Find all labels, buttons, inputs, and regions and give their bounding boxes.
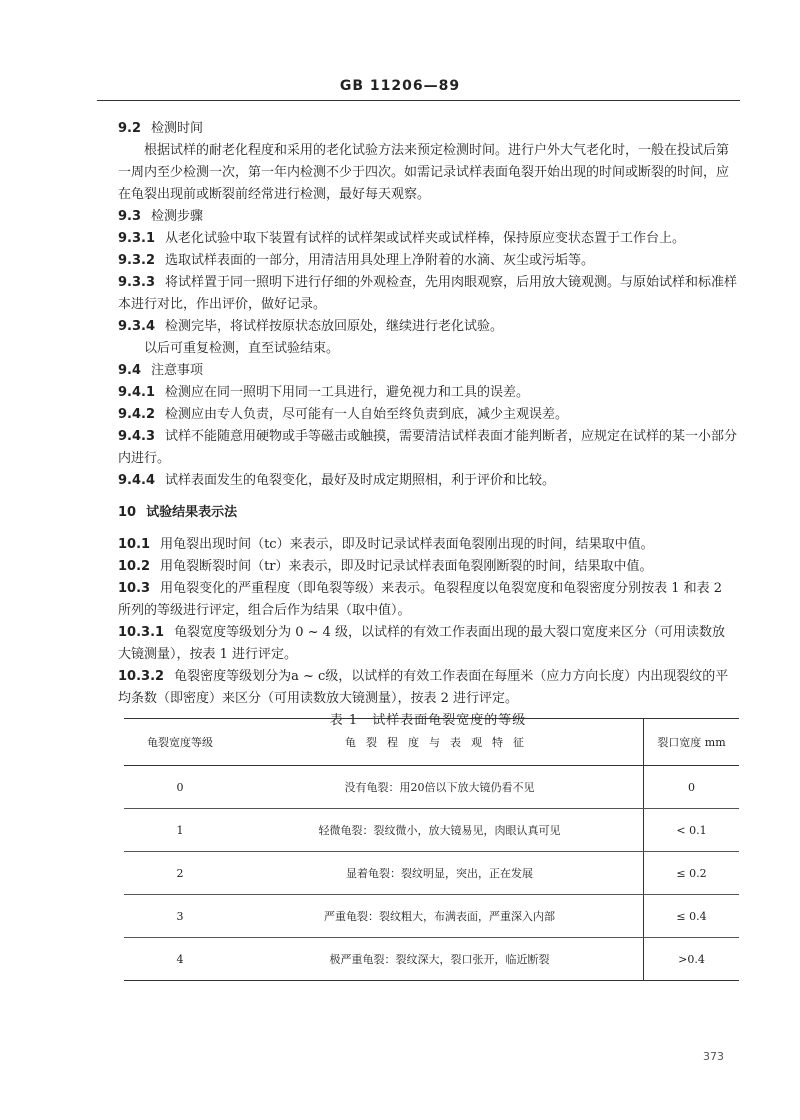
cell-width: >0.4 [644, 938, 740, 981]
clause-10-3: 10.3 用龟裂变化的严重程度（即龟裂等级）来表示。龟裂程度以龟裂宽度和龟裂密度分别按表 1 和表 2 所列的等级进行评定，组合后作为结果（取中值）。 [118, 581, 723, 618]
clause-9-3-2: 9.3.2 选取试样表面的一部分，用清洁用具处理上净附着的水滴、灰尘或污垢等。 [118, 253, 595, 268]
section-9-2-paragraph: 根据试样的耐老化程度和采用的老化试验方法来预定检测时间。进行户外大气老化时，一般在投试后第一周内至少检测一次，第一年内检测不少于四次。如需记录试样表面龟裂开始出现的时间或断裂的时间，应在龟裂出现前或断裂前经常进行检测，最好每天观察。 [118, 143, 730, 202]
cell-grade: 3 [124, 895, 236, 938]
header-feature: 龟裂程度与表观特征 [236, 719, 644, 766]
clause-9-4-2: 9.4.2 检测应由专人负责，尽可能有一人自始至终负责到底，减少主观误差。 [118, 407, 569, 422]
table-1-title: 表 1 试样表面龟裂宽度的等级 [329, 713, 527, 728]
clause-9-3-3: 9.3.3 将试样置于同一照明下进行仔细的外观检查，先用肉眼观察，后用放大镜观测。与原始试样和标准样本进行对比，作出评价，做好记录。 [118, 275, 738, 312]
crack-width-grade-table [124, 718, 739, 981]
section-9-3-closing: 以后可重复检测，直至试验结束。 [144, 341, 340, 356]
cell-grade: 4 [176, 952, 184, 966]
clause-10-2: 10.2 用龟裂断裂时间（tr）来表示，即及时记录试样表面龟裂刚断裂的时间，结果取中值。 [118, 559, 653, 574]
cell-width: 0 [644, 766, 740, 809]
table-row [124, 938, 739, 981]
cell-feature: 没有龟裂：用20倍以下放大镜仍看不见 [236, 766, 644, 809]
header-rule [97, 100, 740, 101]
section-10-heading: 10 试验结果表示法 [118, 505, 238, 520]
page-number: 373 [703, 1050, 724, 1063]
section-9-4-heading: 9.4 注意事项 [118, 363, 204, 378]
clause-10-1: 10.1 用龟裂出现时间（tc）来表示，即及时记录试样表面龟裂刚出现的时间，结果取中值。 [118, 537, 654, 552]
clause-9-4-1: 9.4.1 检测应在同一照明下用同一工具进行，避免视力和工具的误差。 [118, 385, 530, 400]
cell-width: ≤ 0.2 [644, 852, 740, 895]
clause-10-3-2: 10.3.2 龟裂密度等级划分为a ~ c级，以试样的有效工作表面在每厘米（应力方向长度）内出现裂纹的平均条数（即密度）来区分（可用读数放大镜测量），按表 2 进行评定。 [118, 669, 729, 706]
cell-grade: 1 [124, 809, 236, 852]
table-row [124, 766, 739, 809]
cell-width: < 0.1 [644, 809, 740, 852]
document-body [118, 118, 738, 732]
cell-grade: 0 [124, 766, 236, 809]
clause-9-4-4: 9.4.4 试样表面发生的龟裂变化，最好及时成定期照相，利于评价和比较。 [118, 473, 556, 488]
clause-9-3-1: 9.3.1 从老化试验中取下装置有试样的试样架或试样夹或试样棒，保持原应变状态置于工作台上。 [118, 231, 686, 246]
header-width: 裂口宽度 mm [644, 719, 740, 766]
cell-feature: 严重龟裂：裂纹粗大，布满表面，严重深入内部 [236, 895, 644, 938]
section-9-3-heading: 9.3 检测步骤 [118, 209, 204, 224]
cell-grade: 2 [124, 852, 236, 895]
table-row [124, 809, 739, 852]
section-9-2-heading: 9.2 检测时间 [118, 121, 204, 136]
clause-9-3-4: 9.3.4 检测完毕，将试样按原状态放回原处，继续进行老化试验。 [118, 319, 504, 334]
table-header-row [124, 719, 739, 766]
cell-width: ≤ 0.4 [644, 895, 740, 938]
cell-feature: 轻微龟裂：裂纹微小，放大镜易见，肉眼认真可见 [236, 809, 644, 852]
table-row [124, 895, 739, 938]
cell-feature: 显着龟裂：裂纹明显，突出，正在发展 [236, 852, 644, 895]
cell-feature: 极严重龟裂：裂纹深大，裂口张开，临近断裂 [329, 953, 550, 966]
header-grade: 龟裂宽度等级 [124, 719, 236, 766]
clause-9-4-3: 9.4.3 试样不能随意用硬物或手等磁击或触摸，需要清洁试样表面才能判断者，应规定在试样的某一小部分内进行。 [118, 429, 738, 466]
standard-header: GB 11206—89 [339, 78, 461, 94]
clause-10-3-1: 10.3.1 龟裂宽度等级划分为 0 ~ 4 级，以试样的有效工作表面出现的最大裂口宽度来区分（可用读数放大镜测量），按表 1 进行评定。 [118, 625, 726, 662]
table-row [124, 852, 739, 895]
